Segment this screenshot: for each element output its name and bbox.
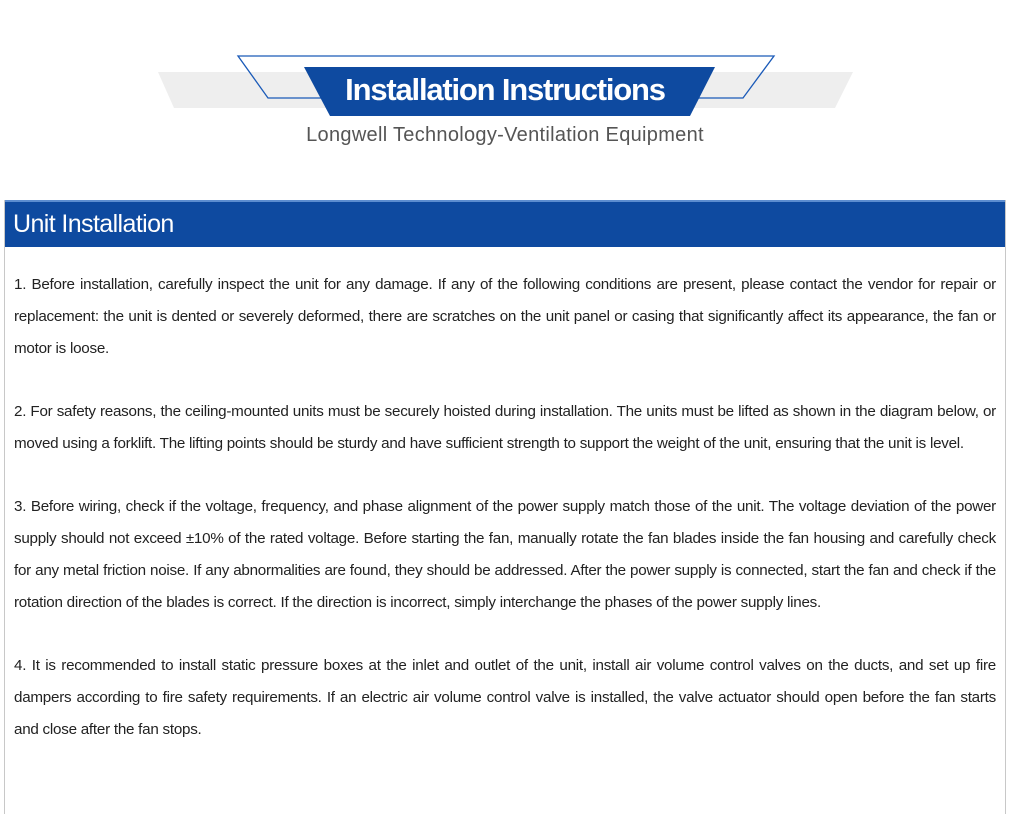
unit-installation-section (4, 200, 1006, 814)
title-banner (0, 0, 1010, 190)
section-title: Unit Installation (5, 200, 1005, 247)
instruction-paragraph-1: 1. Before installation, carefully inspect the unit for any damage. If any of the following conditions are present, please contact the vendor for repair or replacement: the unit is dented or severely deformed, there are scratches on the unit panel or casing that significantly affect its appearance, the fan or motor is loose. (14, 276, 996, 357)
instruction-paragraph-4: 4. It is recommended to install static pressure boxes at the inlet and outlet of the unit, install air volume control valves on the ducts, and set up fire dampers according to fire safety requirements. If an electric air volume control valve is installed, the valve actuator should open before the fan starts and close after the fan stops. (14, 657, 996, 738)
section-content (5, 247, 1005, 746)
instruction-paragraph-2: 2. For safety reasons, the ceiling-mounted units must be securely hoisted during installation. The units must be lifted as shown in the diagram below, or moved using a forklift. The lifting points should be sturdy and have sufficient strength to support the weight of the unit, ensuring that the unit is level. (14, 403, 996, 452)
instruction-paragraph-3: 3. Before wiring, check if the voltage, frequency, and phase alignment of the power supply match those of the unit. The voltage deviation of the power supply should not exceed ±10% of the rated voltage. Before starting the fan, manually rotate the fan blades inside the fan housing and carefully check for any metal friction noise. If any abnormalities are found, they should be addressed. After the power supply is connected, start the fan and check if the rotation direction of the blades is correct. If the direction is incorrect, simply interchange the phases of the power supply lines. (14, 498, 996, 611)
page-title: Installation Instructions (345, 72, 665, 107)
page-subtitle: Longwell Technology-Ventilation Equipment (306, 124, 704, 146)
